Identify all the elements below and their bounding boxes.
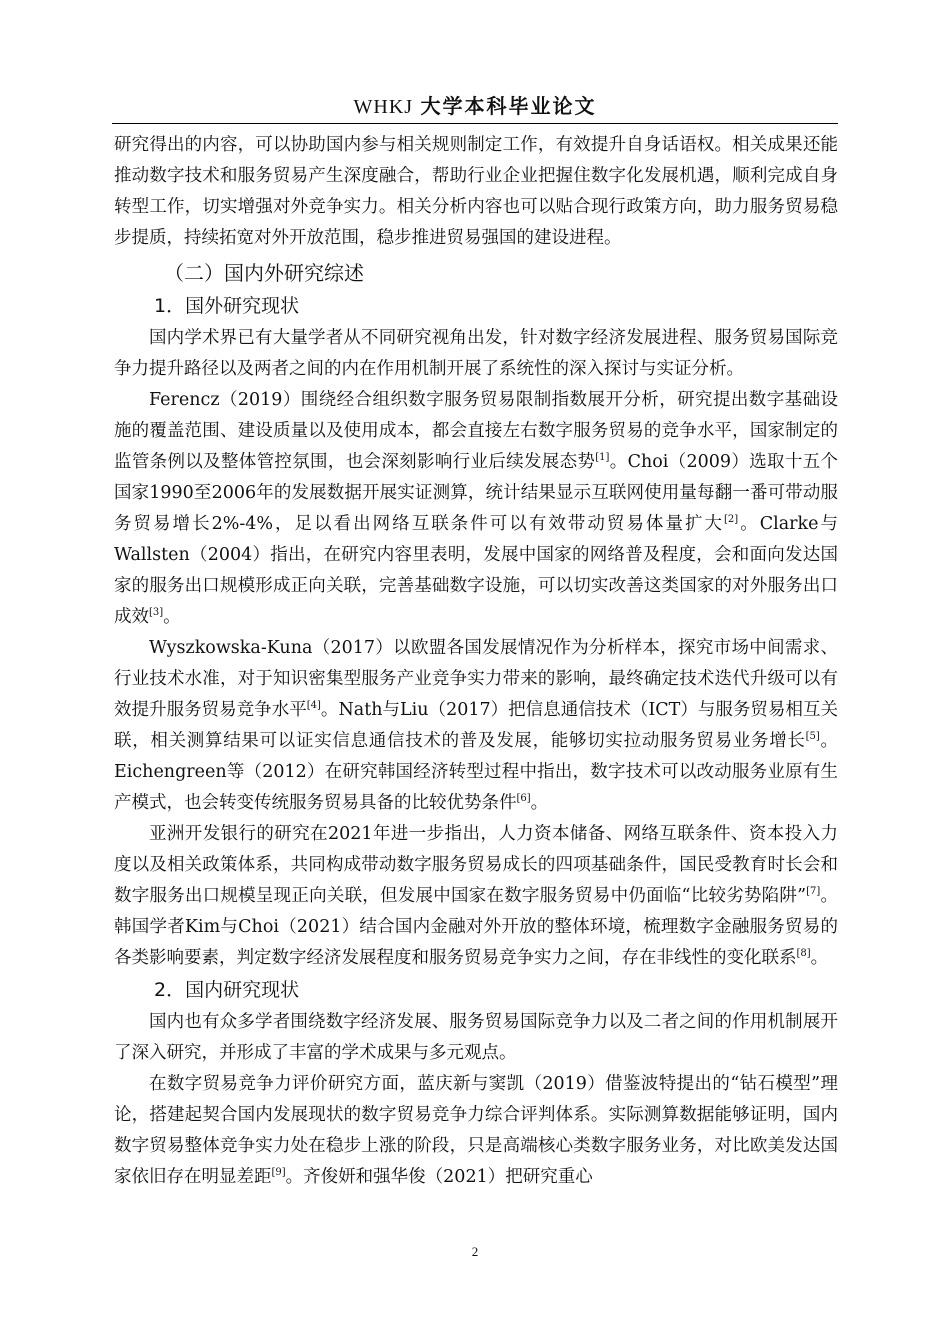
- paragraph-adb: [114, 819, 838, 974]
- citation-6[interactable]: [6]: [516, 793, 531, 805]
- text-run: Ferencz（2019）围绕经合组织数字服务贸易限制指数展开分析，研究提出数字基础设施的覆盖范围、建设质量以及使用成本，都会直接左右数字服务贸易的竞争水平，国家制定的监管条例以及整体管控氛围，也会深刻影响行业后续发展态势: [114, 390, 838, 472]
- header-latin: WHKJ: [353, 96, 414, 118]
- paragraph-continued: 研究得出的内容，可以协助国内参与相关规则制定工作，有效提升自身话语权。相关成果还能推动数字技术和服务贸易产生深度融合，帮助行业企业把握住数字化发展机遇，顺利完成自身转型工作，切实增强对外竞争实力。相关分析内容也可以贴合现行政策方向，助力服务贸易稳步提质，持续拓宽对外开放范围，稳步推进贸易强国的建设进程。: [114, 135, 838, 248]
- paragraph-intro-domestic: 国内也有众多学者围绕数字经济发展、服务贸易国际竞争力以及二者之间的作用机制展开了深入研究，并形成了丰富的学术成果与多元观点。: [114, 1012, 838, 1063]
- text-run: 。Eichengreen等（2012）在研究韩国经济转型过程中指出，数字技术可以改动服务业原有生产模式，也会转变传统服务贸易具备的比较优势条件: [114, 731, 838, 813]
- citation-3[interactable]: [3]: [149, 607, 164, 619]
- citation-5[interactable]: [5]: [805, 731, 820, 743]
- paragraph-intro-foreign: 国内学术界已有大量学者从不同研究视角出发，针对数字经济发展进程、服务贸易国际竞争力提升路径以及两者之间的内在作用机制开展了系统性的深入探讨与实证分析。: [114, 328, 838, 379]
- text-run: 。Choi（2009）选取十五个国家1990至2006年的发展数据开展实证测算，统计结果显示互联网使用量每翻一番可带动服务贸易增长2%-4%，足以看出网络互联条件可以有效带动贸易体量扩大: [114, 452, 838, 534]
- paragraph-lan-dou: [114, 1069, 838, 1193]
- text-run: 在数字贸易竞争力评价研究方面，蓝庆新与窦凯（2019）借鉴波特提出的“钻石模型”理论，搭建起契合国内发展现状的数字贸易竞争力综合评判体系。实际测算数据能够证明，国内数字贸易整体竞争实力处在稳步上涨的阶段，只是高端核心类数字服务业务，对比欧美发达国家依旧存在明显差距: [114, 1074, 838, 1187]
- paragraph-ferencz: [114, 385, 838, 633]
- header-title: 大学本科毕业论文: [420, 94, 597, 118]
- citation-8[interactable]: [8]: [796, 948, 811, 960]
- paragraph-wyszkowska: [114, 633, 838, 819]
- text-run: 亚洲开发银行的研究在2021年进一步指出，人力资本储备、网络互联条件、资本投入力度以及相关政策体系，共同构成带动数字服务贸易成长的四项基础条件，国民受教育时长会和数字服务出口规模呈现正向关联，但发展中国家在数字服务贸易中仍面临“比较劣势陷阱”: [114, 824, 838, 906]
- page-body: [114, 130, 838, 1193]
- text-run: 。Nath与Liu（2017）把信息通信技术（ICT）与服务贸易相互关联，相关测算结果可以证实信息通信技术的普及发展，能够切实拉动服务贸易业务增长: [114, 700, 838, 751]
- text-run: 。韩国学者Kim与Choi（2021）结合国内金融对外开放的整体环境，梳理数字金融服务贸易的各类影响要素，判定数字经济发展程度和服务贸易竞争实力之间，存在非线性的变化联系: [114, 886, 839, 968]
- citation-1[interactable]: [1]: [595, 452, 610, 464]
- page-number: 2: [471, 1244, 479, 1259]
- subsection-heading-domestic: 2．国内研究现状: [154, 979, 300, 1001]
- citation-9[interactable]: [9]: [271, 1167, 286, 1179]
- text-run: Wyszkowska-Kuna（2017）以欧盟各国发展情况作为分析样本，探究市场中间需求、行业技术水准，对于知识密集型服务产业竞争实力带来的影响，最终确定技术迭代升级可以有效提升服务贸易竞争水平: [114, 638, 838, 720]
- header-rule: [112, 123, 838, 124]
- citation-2[interactable]: [2]: [724, 514, 739, 526]
- text-run: 。Clarke与Wallsten（2004）指出，在研究内容里表明，发展中国家的网络普及程度，会和面向发达国家的服务出口规模形成正向关联，完善基础数字设施，可以切实改善这类国家的对外服务出口成效: [114, 514, 839, 627]
- text-run: 。: [163, 607, 181, 627]
- subsection-heading-foreign: 1．国外研究现状: [154, 295, 300, 317]
- running-header: [112, 92, 838, 121]
- section-heading: （二）国内外研究综述: [164, 261, 364, 285]
- text-run: 。: [810, 948, 829, 968]
- text-run: 。: [530, 793, 549, 813]
- citation-4[interactable]: [4]: [306, 700, 321, 712]
- text-run: 。齐俊妍和强华俊（2021）把研究重心: [285, 1167, 593, 1187]
- citation-7[interactable]: [7]: [806, 886, 821, 898]
